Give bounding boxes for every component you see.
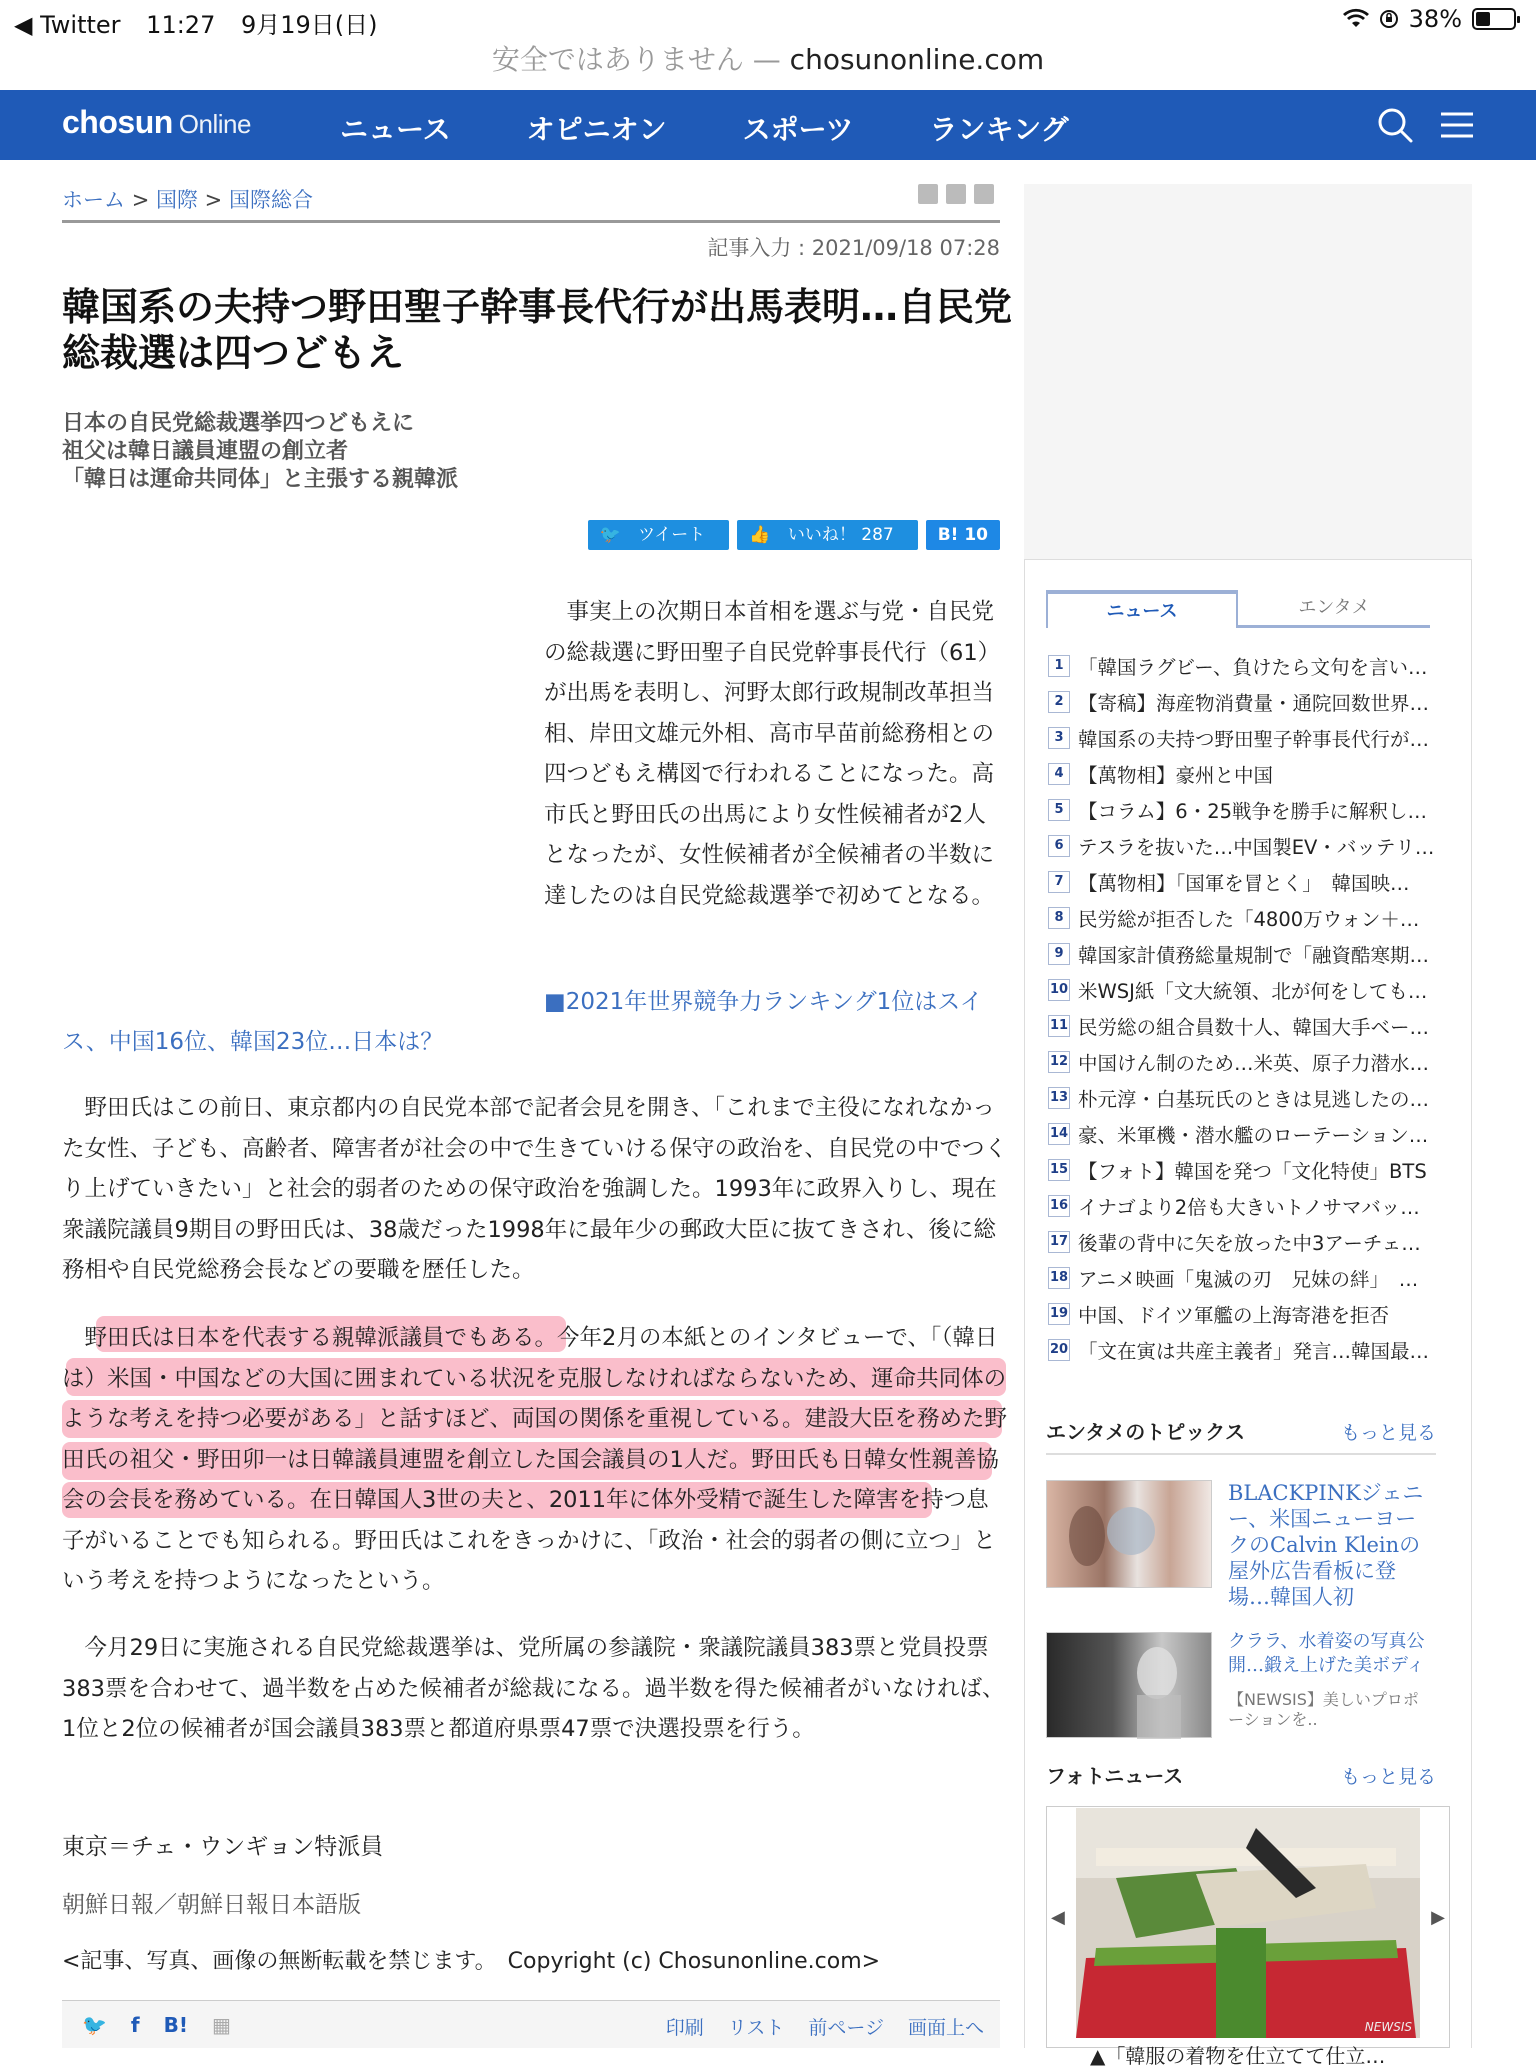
- more-link[interactable]: もっと見る: [1340, 1422, 1436, 1444]
- status-right: [1343, 5, 1516, 33]
- article-paragraph: 野田氏は日本を代表する親韓派議員でもある。今年2月の本紙とのインタビューで、「（韓日は）米国・中国などの大国に囲まれている状況を克服しなければならないため、運命共同体のような考えを持つ必要がある」と話すほど、両国の関係を重視している。建設大臣を務めた野田氏の祖父・野田卯一は日韓議員連盟を創立した国会議員の1人だ。野田氏も日韓女性親善協会の会長を務めている。在日韓国人3世の夫と、2011年に体外受精で誕生した障害を持つ息子がいることでも知られる。野田氏はこれをきっかけに、「政治・社会的弱者の側に立つ」という考えを持つようになったという。: [62, 1325, 1008, 1594]
- photo-watermark: NEWSIS: [1364, 2020, 1412, 2034]
- rank-number: 5: [1048, 799, 1070, 821]
- article-source: 朝鮮日報／朝鮮日報日本語版: [62, 1892, 361, 1918]
- tweet-label: ツイート: [626, 525, 717, 545]
- rank-number: 14: [1048, 1123, 1070, 1145]
- photo-news-image[interactable]: [1076, 1808, 1420, 2038]
- nav-menu: [340, 108, 1069, 148]
- rank-number: 11: [1048, 1015, 1070, 1037]
- rank-title: 朴元淳・白基玩氏のときは見逃したの…: [1078, 1088, 1430, 1111]
- rank-number: 13: [1048, 1087, 1070, 1109]
- rank-number: 20: [1048, 1339, 1070, 1361]
- url-bar[interactable]: [0, 40, 1536, 90]
- hatena-bookmark-button[interactable]: B! 10: [926, 520, 1000, 550]
- rank-title: 【寄稿】海産物消費量・通院回数世界…: [1078, 692, 1430, 715]
- article-copyright: <記事、写真、画像の無断転載を禁じます。 Copyright (c) Chosunonline.com>: [62, 1949, 881, 1974]
- rank-title: 【萬物相】「国軍を冒とく」 韓国映…: [1078, 872, 1410, 895]
- hatena-icon[interactable]: B!: [163, 2013, 188, 2037]
- orientation-lock-icon: [1379, 9, 1399, 29]
- list-item[interactable]: [1048, 756, 1440, 792]
- list-item[interactable]: [1048, 1260, 1440, 1296]
- status-bar: [0, 0, 1536, 40]
- list-link[interactable]: リスト: [727, 2017, 785, 2039]
- rank-title: 豪、米軍機・潜水艦のローテーション…: [1078, 1124, 1429, 1147]
- rank-title: 韓国家計債務総量規制で「融資酷寒期…: [1078, 944, 1430, 967]
- entertainment-title-1[interactable]: BLACKPINKジェニー、米国ニューヨークのCalvin Kleinの屋外広告看板に登場…韓国人初: [1228, 1481, 1424, 1609]
- rank-number: 2: [1048, 691, 1070, 713]
- font-size-icon[interactable]: [946, 184, 966, 204]
- article-byline: 東京＝チェ・ウンギョン特派員: [62, 1834, 384, 1860]
- breadcrumb-sep: >: [204, 188, 223, 212]
- section-title: フォトニュース: [1046, 1764, 1184, 1788]
- rank-title: アニメ映画「鬼滅の刃 兄妹の絆」 …: [1078, 1268, 1419, 1291]
- rank-title: 「文在寅は共産主義者」発言…韓国最…: [1078, 1340, 1430, 1363]
- rank-number: 17: [1048, 1231, 1070, 1253]
- list-item[interactable]: [1048, 1332, 1440, 1368]
- breadcrumb-sep: >: [131, 188, 150, 212]
- search-icon[interactable]: [1376, 106, 1414, 144]
- site-logo[interactable]: [62, 104, 251, 141]
- breadcrumb-international-general[interactable]: 国際総合: [228, 188, 313, 212]
- hamburger-menu-icon[interactable]: [1438, 106, 1476, 144]
- rank-number: 7: [1048, 871, 1070, 893]
- rank-number: 18: [1048, 1267, 1070, 1289]
- rank-title: 後輩の背中に矢を放った中3アーチェ…: [1078, 1232, 1421, 1255]
- battery-level: [1476, 12, 1490, 26]
- ranking-list: [1048, 648, 1440, 1368]
- rank-number: 15: [1048, 1159, 1070, 1181]
- site-nav: [0, 90, 1536, 160]
- article-paragraph: 野田氏はこの前日、東京都内の自民党本部で記者会見を開き、「これまで主役になれなかった女性、子ども、高齢者、障害者が社会の中で生きていける保守の政治を、自民党の中でつくり上げていきたい」と社会的弱者のための保守政治を強調した。1993年に政界入りし、現在衆議院議員9期目の野田氏は、38歳だった1998年に最年少の郵政大臣に抜てきされ、後に総務相や自民党総務会長などの要職を歴任した。: [62, 1095, 1008, 1283]
- entertainment-thumb-1[interactable]: [1046, 1480, 1212, 1588]
- rank-number: 10: [1048, 979, 1070, 1001]
- nav-item-ranking[interactable]: ランキング: [929, 113, 1069, 146]
- list-item[interactable]: [1048, 1116, 1440, 1152]
- twitter-icon[interactable]: 🐦: [82, 2013, 107, 2037]
- breadcrumb-home[interactable]: ホーム: [62, 188, 125, 212]
- list-item[interactable]: [1048, 1152, 1440, 1188]
- article-tools: [918, 184, 994, 204]
- subhead-line: 「韓日は運命共同体」と主張する親韓派: [62, 467, 459, 492]
- status-date: 9月19日(日): [240, 11, 378, 39]
- rank-title: 民労総が拒否した「4800万ウォン＋…: [1078, 908, 1420, 931]
- list-item[interactable]: [1048, 1008, 1440, 1044]
- rank-number: 12: [1048, 1051, 1070, 1073]
- rank-title: 【フォト】韓国を発つ「文化特使」BTS: [1078, 1160, 1427, 1183]
- breadcrumb: [62, 184, 313, 214]
- wifi-icon: [1343, 9, 1369, 29]
- list-item[interactable]: [1048, 648, 1440, 684]
- rank-number: 9: [1048, 943, 1070, 965]
- battery-percent: 38%: [1408, 5, 1462, 33]
- list-item[interactable]: [1048, 1080, 1440, 1116]
- rank-title: 韓国系の夫持つ野田聖子幹事長代行が…: [1078, 728, 1430, 751]
- list-item[interactable]: [1048, 828, 1440, 864]
- nav-icons: [1376, 106, 1476, 144]
- print-link[interactable]: 印刷: [665, 2017, 704, 2039]
- share-buttons: [588, 520, 1000, 550]
- nav-item-sports[interactable]: スポーツ: [742, 113, 854, 146]
- logo-thin: Online: [178, 109, 251, 139]
- battery-icon: [1472, 8, 1516, 30]
- lead-paragraph: 事実上の次期日本首相を選ぶ与党・自民党の総裁選に野田聖子自民党幹事長代行（61）が出馬を表明し、河野太郎行政規制改革担当相、岸田文雄元外相、高市早苗前総務相との四つどもえ構図で行われることになった。高市氏と野田氏の出馬により女性候補者が2人となったが、女性候補者が全候補者の半数に達したのは自民党総裁選挙で初めてとなる。: [544, 599, 995, 909]
- list-item[interactable]: [1048, 864, 1440, 900]
- rank-title: 民労総の組合員数十人、韓国大手ベー…: [1078, 1016, 1430, 1039]
- rank-title: 「韓国ラグビー、負けたら文句を言い…: [1078, 656, 1428, 679]
- article-date: 記事入力 : 2021/09/18 07:28: [707, 236, 1000, 260]
- page-top-link[interactable]: 画面上へ: [907, 2017, 984, 2039]
- rank-number: 1: [1048, 655, 1070, 677]
- entertainment-section-header: [1046, 1416, 1436, 1455]
- rank-title: 【萬物相】豪州と中国: [1078, 764, 1274, 787]
- photo-image: [1047, 1633, 1213, 1739]
- print-icon[interactable]: [918, 184, 938, 204]
- rank-title: 中国、ドイツ軍艦の上海寄港を拒否: [1078, 1304, 1390, 1327]
- like-button[interactable]: 👍 いいね！ 287: [737, 520, 917, 550]
- photo-caption[interactable]: ▲「韓服の着物を仕立てて仕立…: [1090, 2044, 1386, 2068]
- rank-title: イナゴより2倍も大きいトノサマバッ…: [1078, 1196, 1420, 1219]
- entertainment-title-2[interactable]: クララ、水着姿の写真公開…鍛え上げた美ボディ: [1228, 1631, 1425, 1676]
- rank-number: 4: [1048, 763, 1070, 785]
- tab-entertainment[interactable]: エンタメ: [1298, 597, 1370, 618]
- article-lead: [544, 592, 1000, 916]
- more-link[interactable]: もっと見る: [1340, 1766, 1436, 1788]
- rank-number: 3: [1048, 727, 1070, 749]
- nav-item-opinion[interactable]: オピニオン: [526, 113, 667, 146]
- list-item[interactable]: [1048, 720, 1440, 756]
- url-domain: chosunonline.com: [789, 43, 1045, 76]
- list-item[interactable]: [1048, 936, 1440, 972]
- photo-news-section-header: [1046, 1760, 1436, 1797]
- nav-item-news[interactable]: ニュース: [340, 113, 451, 146]
- status-left: [14, 5, 396, 40]
- carousel-next-icon[interactable]: ▶: [1431, 1907, 1445, 1928]
- article-title: 韓国系の夫持つ野田聖子幹事長代行が出馬表明…自民党総裁選は四つどもえ: [62, 285, 1013, 375]
- entertainment-thumb-2[interactable]: [1046, 1632, 1212, 1738]
- back-to-app-link[interactable]: ◀ Twitter: [14, 11, 121, 39]
- rank-number: 16: [1048, 1195, 1070, 1217]
- subhead-line: 祖父は韓日議員連盟の創立者: [62, 439, 349, 464]
- insecure-warning: 安全ではありません —: [491, 43, 781, 76]
- article-paragraph: 今月29日に実施される自民党総裁選挙は、党所属の参議院・衆議院議員383票と党員投票383票を合わせて、過半数を占めた候補者が総裁になる。過半数を得た候補者がいなければ、1位と2位の候補者が国会議員383票と都道府県票47票で決選投票を行う。: [62, 1635, 1005, 1742]
- rank-title: 米WSJ紙「文大統領、北が何をしても…: [1078, 980, 1428, 1003]
- list-item[interactable]: [1048, 684, 1440, 720]
- like-label: いいね！ 287: [776, 525, 906, 545]
- prev-page-link[interactable]: 前ページ: [808, 2017, 884, 2039]
- section-title: エンタメのトピックス: [1046, 1420, 1245, 1444]
- rank-title: テスラを抜いた…中国製EV・バッテリ…: [1078, 836, 1435, 859]
- rank-title: 中国けん制のため…米英、原子力潜水…: [1078, 1052, 1430, 1075]
- rank-number: 8: [1048, 907, 1070, 929]
- list-item[interactable]: [1048, 1188, 1440, 1224]
- entertainment-sub-2: 【NEWSIS】美しいプロポーションを..: [1228, 1690, 1419, 1729]
- photo-image: [1047, 1481, 1213, 1589]
- article-subheads: [62, 410, 458, 494]
- rank-number: 6: [1048, 835, 1070, 857]
- ranking-tabs: [1046, 590, 1430, 628]
- rank-title: 【コラム】6・25戦争を勝手に解釈し…: [1078, 800, 1428, 823]
- header-rule: [62, 220, 1000, 223]
- list-item[interactable]: [1048, 1224, 1440, 1260]
- list-item[interactable]: [1048, 900, 1440, 936]
- status-time: 11:27: [146, 11, 216, 39]
- carousel-prev-icon[interactable]: ◀: [1051, 1907, 1065, 1928]
- article-footer-bar: [62, 2000, 1000, 2048]
- list-item[interactable]: [1048, 792, 1440, 828]
- photo-image: [1076, 1808, 1420, 2038]
- list-item[interactable]: [1048, 972, 1440, 1008]
- rank-number: 19: [1048, 1303, 1070, 1325]
- back-icon[interactable]: [974, 184, 994, 204]
- tweet-button[interactable]: 🐦 ツイート: [588, 520, 730, 550]
- subhead-line: 日本の自民党総裁選挙四つどもえに: [62, 411, 415, 436]
- ad-placeholder: [1024, 184, 1472, 560]
- footer-links: [666, 2013, 984, 2040]
- facebook-icon[interactable]: f: [130, 2013, 140, 2037]
- bookmark-icon[interactable]: ▦: [211, 2013, 231, 2037]
- tab-news[interactable]: ニュース: [1046, 590, 1238, 628]
- list-item[interactable]: [1048, 1044, 1440, 1080]
- breadcrumb-international[interactable]: 国際: [155, 188, 198, 212]
- list-item[interactable]: [1048, 1296, 1440, 1332]
- related-article-link[interactable]: ■2021年世界競争力ランキング1位はスイス、中国16位、韓国23位…日本は？: [62, 989, 983, 1055]
- logo-bold: chosun: [62, 104, 173, 140]
- footer-share-icons: [82, 2013, 231, 2037]
